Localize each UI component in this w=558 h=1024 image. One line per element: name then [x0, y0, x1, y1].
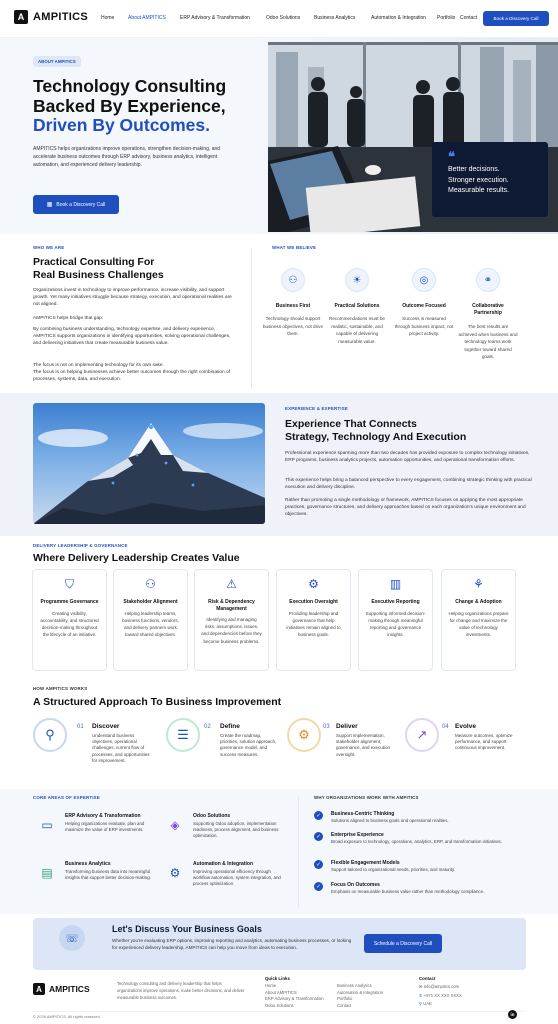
band-desc: Whether you're evaluating ERP options, improving reporting and analytics, automating business processes, or looking for experienced delivery leadership, AMPITICS can help you move from ideas to execution.	[112, 938, 352, 950]
brand-name: AMPITICS	[33, 11, 88, 23]
step-number: 01	[77, 724, 84, 730]
footer-link[interactable]: Odoo Solutions	[265, 1003, 294, 1009]
delivery-card-title: Stakeholder Alignment	[123, 599, 178, 605]
who-p4	[33, 363, 238, 383]
why-desc: Solutions aligned to business goals and operational realities.	[331, 818, 449, 823]
why-desc: Emphasis on measurable business value rather than methodology compliance.	[331, 889, 485, 894]
step-evolve-icon: ↗	[405, 718, 439, 752]
logo-mark: A	[14, 10, 28, 24]
hero-lead: AMPITICS helps organizations improve operations, strengthen decision-making, and accelerate business outcomes through ERP advisory, business analytics, intelligent automation, and experienced delivery leadership.	[33, 146, 221, 168]
core-desc: Helping organizations evaluate, plan and maximize the value of ERP investments.	[65, 821, 145, 832]
belief-title: Business First	[275, 303, 311, 309]
hero-title-line-1: Technology Consulting	[33, 76, 227, 96]
belief-card-outcome	[394, 268, 454, 338]
mountain-image	[33, 403, 265, 524]
approach-label: HOW AMPITICS WORKS	[33, 686, 88, 691]
delivery-card-desc: Identifying and managing risks, assumptions, issues, and dependencies before they become business problems.	[201, 617, 262, 644]
delivery-card-desc: Helping organizations prepare for change and maximize the value of technology investments.	[448, 610, 509, 638]
delivery-card-desc: Providing leadership and governance that help initiatives remain aligned to business goals.	[286, 610, 341, 638]
gear-icon: ⚙	[308, 577, 319, 591]
check-icon: ✓	[314, 811, 323, 820]
why-desc: Broad exposure to technology, operations, analytics, ERP, and transformation initiatives.	[331, 839, 502, 844]
calendar-icon: ▦	[46, 202, 53, 208]
step-title: Evolve	[455, 723, 476, 730]
delivery-card-title: Execution Oversight	[289, 599, 338, 605]
experience-p3: Rather than promoting a single methodology or framework, AMPITICS focuses on applying the most appropriate practices, governance structures, and delivery approaches based on each organization's unique environment and objectives.	[285, 498, 526, 517]
quote-line-1: Better decisions.	[448, 166, 500, 173]
delivery-card-stakeholder	[113, 569, 188, 671]
adoption-icon: ⚘	[473, 577, 484, 591]
check-icon: ✓	[314, 832, 323, 841]
hero-quote-card	[432, 142, 548, 217]
why-title: Enterprise Experience	[331, 832, 384, 838]
core-desc: Supporting Odoo adoption, implementation readiness, process alignment, and business optimization.	[193, 821, 279, 838]
footer-brand: AMPITICS	[49, 984, 90, 994]
why-title: Business-Centric Thinking	[331, 811, 395, 817]
footer-links-title: Quick Links	[265, 976, 290, 981]
footer-link[interactable]: Portfolio	[337, 996, 353, 1002]
step-number: 04	[442, 724, 449, 730]
experience-p2: This experience helps bring a balanced perspective to every engagement, combining strategic thinking with practical execution and delivery discipline.	[285, 478, 532, 490]
experience-title	[285, 418, 545, 443]
delivery-card-governance	[32, 569, 107, 671]
schedule-call-button[interactable]: Schedule a Discovery Call	[364, 934, 442, 953]
core-and-why-section	[0, 789, 558, 914]
belief-title: Collaborative Partnership	[472, 303, 504, 316]
monitor-icon: ▭	[41, 818, 53, 832]
brand-logo[interactable]	[14, 10, 88, 24]
footer-location: UAE	[423, 1001, 432, 1007]
core-title: Automation & Integration	[193, 861, 253, 867]
why-desc: Support tailored to organizational needs, priorities, and maturity.	[331, 867, 456, 872]
who-p1: Organizations invest in technology to improve performance, increase visibility, and support growth. Yet many initiatives struggle because strategy, execution, and operational realities are not aligned.	[33, 288, 232, 307]
lightbulb-icon: ☀	[345, 268, 369, 292]
delivery-card-desc: Helping leadership teams, business functions, vendors, and delivery partners work toward shared objectives.	[122, 610, 179, 638]
who-p4-line-b: The focus is on helping businesses achieve better outcomes through the right combination of processes, systems, data, and execution.	[33, 369, 231, 382]
belief-desc: Success is measured through business impact, not project activity.	[394, 316, 454, 336]
footer-phone[interactable]: +971 XX XXX XXXX	[423, 992, 462, 998]
location-icon: ⚲	[419, 1001, 424, 1007]
footer-link[interactable]: Contact	[337, 1003, 352, 1009]
nav-contact[interactable]: Contact	[460, 15, 478, 21]
delivery-label: DELIVERY LEADERSHIP & GOVERNANCE	[33, 543, 128, 548]
nav-odoo[interactable]: Odoo Solutions	[266, 15, 301, 21]
quote-icon: ❝	[448, 149, 455, 164]
cta-band	[33, 918, 526, 970]
who-p2: AMPITICS helps bridge that gap.	[33, 316, 104, 321]
chat-icon: ☏	[59, 925, 85, 951]
hero-cta-button[interactable]	[33, 195, 119, 214]
step-deliver-icon: ⚙	[287, 718, 321, 752]
belief-card-business-first	[263, 268, 323, 338]
nav-erp[interactable]: ERP Advisory & Transformation	[180, 15, 250, 21]
handshake-icon: ⚭	[476, 268, 500, 292]
automation-icon: ⚙	[169, 866, 181, 880]
core-desc: Improving operational efficiency through workflow automation, system integration, and process optimization.	[193, 869, 281, 886]
step-discover-icon: ⚲	[33, 718, 67, 752]
footer-link[interactable]: Automation & Integration	[337, 989, 384, 995]
footer-quick-links-2	[337, 983, 383, 1010]
delivery-title: Where Delivery Leadership Creates Value	[33, 552, 240, 564]
step-number: 02	[204, 724, 211, 730]
hero-section	[0, 38, 558, 234]
check-icon: ✓	[314, 882, 323, 891]
experience-title-line-1: Experience That Connects	[285, 418, 417, 430]
core-title: Business Analytics	[65, 861, 111, 867]
header-cta-button[interactable]: Book a Discovery Call	[483, 11, 549, 26]
belief-card-practical	[327, 268, 387, 345]
belief-desc: Technology should support business objectives, not drive them.	[263, 316, 324, 336]
footer-email[interactable]: info@ampitics.com	[423, 983, 460, 989]
main-nav	[101, 15, 480, 21]
delivery-card-desc: Supporting informed decision-making through meaningful reporting and governance insights.	[365, 610, 426, 638]
footer-link[interactable]: About AMPITICS	[265, 989, 297, 995]
delivery-card-title: Risk & Dependency Management	[208, 599, 255, 612]
footer-link[interactable]: ERP Advisory & Transformation	[265, 996, 324, 1002]
why-title: Focus On Outcomes	[331, 882, 380, 888]
step-desc: Support implementation, stakeholder alignment, governance, and execution oversight.	[336, 733, 391, 757]
core-label: CORE AREAS OF EXPERTISE	[33, 795, 100, 800]
footer-logo[interactable]	[33, 983, 90, 995]
shield-icon: ⛉	[64, 577, 74, 591]
target-icon: ◎	[412, 268, 436, 292]
quote-line-2: Stronger execution.	[448, 176, 509, 184]
footer-divider	[33, 1011, 525, 1012]
believe-label: WHAT WE BELIEVE	[272, 245, 317, 250]
who-title-line-1: Practical Consulting For	[33, 256, 155, 268]
delivery-card-execution	[276, 569, 351, 671]
belief-card-partnership	[458, 268, 518, 361]
core-title: ERP Advisory & Transformation	[65, 813, 141, 819]
footer-contact-title: Contact	[419, 976, 436, 981]
belief-desc: Recommendations must be realistic, sustainable, and capable of delivering measurable value.	[329, 316, 385, 344]
experience-p1: Professional experience spanning more than two decades has provided exposure to complex technology initiatives, ERP programs, business analytics projects, automation opportunities, and operational transformation efforts.	[285, 451, 530, 463]
footer-link[interactable]: Home	[265, 982, 277, 988]
quote-line-3: Measurable results.	[448, 187, 510, 194]
hero-title-line-2: Backed By Experience,	[33, 95, 226, 116]
stakeholder-icon: ⚇	[145, 577, 156, 591]
step-desc: Create the roadmap, priorities, solution approach, governance model, and success measures.	[220, 733, 277, 757]
why-label: WHY ORGANIZATIONS WORK WITH AMPITICS	[314, 795, 419, 800]
delivery-card-desc: Creating visibility, accountability, and structured decision-making throughout the lifecycle of an initiative.	[40, 610, 99, 638]
nav-automation[interactable]: Automation & Integration	[371, 15, 427, 21]
delivery-card-title: Executive Reporting	[371, 599, 420, 605]
check-icon: ✓	[314, 860, 323, 869]
hero-title	[33, 77, 273, 136]
delivery-card-risk	[194, 569, 269, 671]
experience-section	[0, 393, 558, 536]
nav-analytics[interactable]: Business Analytics	[314, 15, 356, 21]
hero-badge: ABOUT AMPITICS	[33, 56, 81, 67]
analytics-icon: ▤	[41, 866, 53, 880]
cube-icon: ◈	[170, 818, 180, 832]
experience-label: EXPERIENCE & EXPERTISE	[285, 406, 348, 411]
mail-icon: ✉	[419, 983, 424, 989]
step-title: Discover	[92, 723, 120, 730]
belief-title: Practical Solutions	[334, 303, 380, 309]
who-label: WHO WE ARE	[33, 245, 65, 250]
step-define-icon: ☰	[166, 718, 200, 752]
step-desc: Measure outcomes, optimize performance, and support continuous improvement.	[455, 733, 513, 751]
bar-chart-icon: ▥	[389, 577, 402, 591]
nav-home[interactable]: Home	[101, 15, 115, 21]
delivery-card-reporting	[358, 569, 433, 671]
footer-quick-links	[265, 976, 324, 1010]
copyright: © 2026 AMPITICS. All rights reserved.	[33, 1014, 101, 1019]
logo-mark: A	[33, 983, 45, 995]
hero-title-line-3: Driven By Outcomes.	[33, 115, 210, 135]
section-divider	[251, 248, 252, 388]
core-desc: Transforming business data into meaningful insights that support better decision-making.	[65, 869, 151, 880]
site-header	[0, 0, 558, 38]
footer-contact	[419, 976, 462, 1008]
experience-title-line-2: Strategy, Technology And Execution	[285, 430, 467, 443]
step-number: 03	[323, 724, 330, 730]
who-p3: By combining business understanding, technology expertise, and delivery experience, AMPITICS supports organizations in identifying opportunities, solving operational challenges, and delivering initiatives that create measurable business value.	[33, 327, 231, 346]
step-title: Define	[220, 723, 240, 730]
linkedin-icon[interactable]: in	[508, 1010, 517, 1019]
section-divider	[298, 797, 299, 907]
belief-desc: The best results are achieved when business and technology teams work together toward shared goals.	[458, 324, 518, 359]
band-title: Let's Discuss Your Business Goals	[112, 924, 262, 934]
people-icon: ⚇	[281, 268, 305, 292]
warning-icon: ⚠	[226, 577, 237, 591]
who-title-line-2: Real Business Challenges	[33, 268, 164, 281]
core-title: Odoo Solutions	[193, 813, 231, 819]
delivery-card-title: Programme Governance	[40, 599, 99, 605]
nav-portfolio[interactable]: Portfolio	[437, 15, 456, 21]
belief-title: Outcome Focused	[402, 303, 446, 309]
approach-title: A Structured Approach To Business Improvement	[33, 696, 282, 708]
footer-link[interactable]: Business Analytics	[337, 982, 372, 988]
hero-cta-label: Book a Discovery Call	[56, 201, 106, 208]
delivery-card-change	[441, 569, 516, 671]
phone-icon: ✆	[419, 992, 424, 998]
who-p4-line-a: The focus is not on implementing technology for its own sake.	[33, 363, 164, 368]
step-desc: Understand business objectives, operational challenges, current flow of processes, and opportunities for improvement.	[92, 733, 150, 763]
step-title: Deliver	[336, 723, 358, 730]
nav-about[interactable]: About AMPITICS	[128, 15, 166, 21]
why-title: Flexible Engagement Models	[331, 860, 400, 866]
who-title	[33, 256, 253, 281]
footer-about: Technology consulting and delivery leadership that helps organizations improve operations, make better decisions, and deliver measurable business outcomes.	[117, 981, 245, 1000]
delivery-card-title: Change & Adoption	[455, 599, 502, 605]
